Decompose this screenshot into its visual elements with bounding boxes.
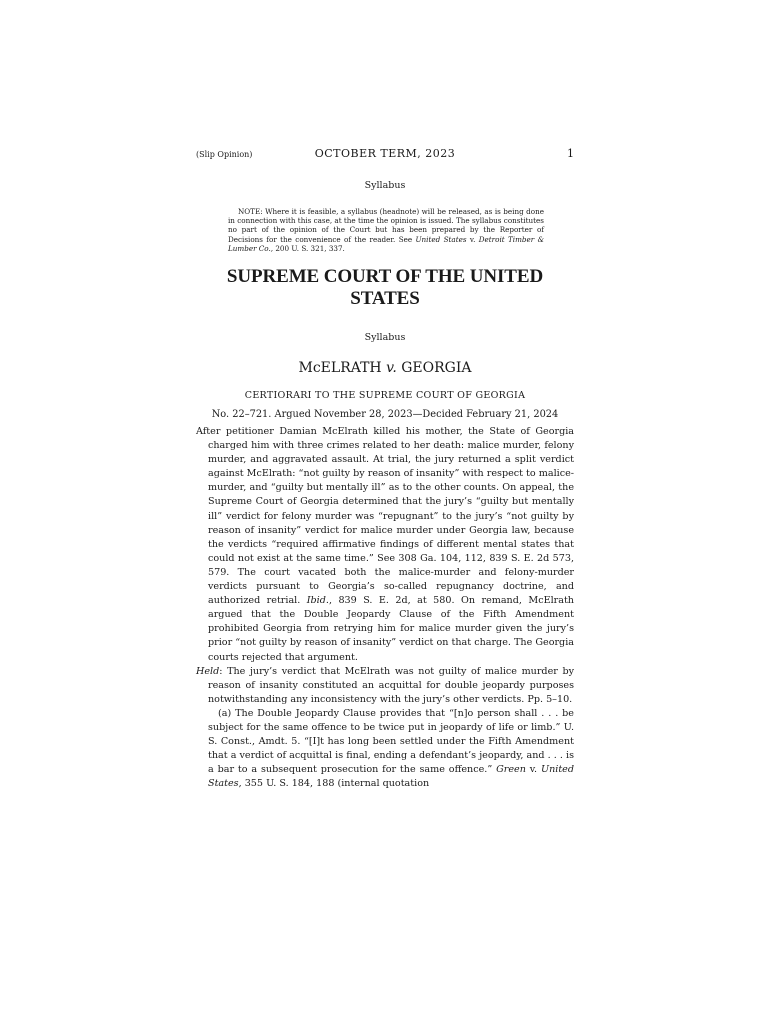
page-number: 1 bbox=[567, 147, 574, 160]
docket-line: No. 22–721. Argued November 28, 2023—Decided February 21, 2024 bbox=[211, 409, 559, 421]
respondent-name: GEORGIA bbox=[401, 360, 472, 377]
green-cite: Green bbox=[496, 764, 526, 776]
syllabus-heading-2: Syllabus bbox=[364, 332, 406, 344]
facts-text: After petitioner Damian McElrath killed his mother, the State of Georgia charged him with three crimes related to her death: malice murder, felony murder, and aggravated assault. At trial, the jury returned a split verdict against McElrath: “not guilty by reason of insanity” with respect to malice-murder, and “guilty but mentally ill” as to the other counts. On appeal, the Supreme Court of Georgia determined that the jury’s “guilty but mentally ill” verdict for felony murder was “repugnant” to the jury’s “not guilty by reason of insanity” verdict for malice murder under Georgia law, because the verdicts “required affirmative findings of different mental states that could not exist at the same time.” See 308 Ga. 104, 112, 839 S. E. 2d 573, 579. The court vacated both the malice-murder and felony-murder verdicts pursuant to Georgia’s so-called repugnancy doctrine, and authorized retrial. bbox=[196, 426, 574, 607]
case-name bbox=[196, 360, 574, 376]
note-v: v. bbox=[466, 234, 479, 244]
petitioner-name: McELRATH bbox=[298, 360, 382, 377]
court-title: SUPREME COURT OF THE UNITED STATES bbox=[226, 266, 544, 310]
held-label: Held bbox=[196, 665, 220, 677]
note-case-first: United States bbox=[415, 234, 467, 244]
term-label: OCTOBER TERM, 2023 bbox=[314, 147, 456, 160]
reporter-note bbox=[228, 207, 544, 253]
slip-opinion-page bbox=[196, 146, 574, 791]
subparagraph-a bbox=[196, 707, 574, 792]
held-paragraph bbox=[196, 665, 574, 707]
held-text: : The jury’s verdict that McElrath was not guilty of malice murder by reason of insanity constituted an acquittal for double jeopardy purposes notwithstanding any inconsistency with the jury’s other verdicts. Pp. 5–10. bbox=[208, 665, 574, 705]
note-text: NOTE: Where it is feasible, a syllabus (headnote) will be released, as is being done in connection with this case, at the time the opinion is issued. The syllabus constitutes no part of the opinion of the Court but has been prepared by the Reporter of Decisions for the convenience of the reader. See bbox=[228, 207, 544, 244]
running-head bbox=[196, 146, 574, 164]
certiorari-line: CERTIORARI TO THE SUPREME COURT OF GEORGIA bbox=[244, 390, 526, 402]
sub-a-text: (a) The Double Jeopardy Clause provides that “[n]o person shall . . . be subject for the same offence to be twice put in jeopardy of life or limb.” U. S. Const., Amdt. 5. “[I]t has long been settled under the Fifth Amendment that a verdict of acquittal is final, ending a defendant’s jeopardy, and . . . is a bar to a subsequent prosecution for the same offence.” bbox=[208, 707, 574, 776]
us-cite: United States bbox=[208, 764, 574, 790]
ibid-cite: Ibid. bbox=[306, 595, 329, 607]
syllabus-heading: Syllabus bbox=[364, 180, 406, 191]
note-citation: 200 U. S. 321, 337. bbox=[273, 243, 345, 253]
facts-tail: , 839 S. E. 2d, at 580. On remand, McElrath argued that the Double Jeopardy Clause of the Fifth Amendment prohibited Georgia from retrying him for malice murder given the jury’s prior “not guilty by reason of insanity” verdict on that charge. The Georgia courts rejected that argument. bbox=[208, 595, 574, 663]
note-case-second: Detroit Timber & Lumber Co., bbox=[228, 234, 544, 253]
green-citation-tail: , 355 U. S. 184, 188 (internal quotation bbox=[238, 778, 430, 790]
slip-opinion-label: (Slip Opinion) bbox=[196, 150, 253, 159]
green-v: v. bbox=[525, 764, 541, 776]
syllabus-body bbox=[196, 425, 574, 791]
versus-label: v. bbox=[386, 360, 397, 377]
facts-paragraph bbox=[196, 425, 574, 665]
